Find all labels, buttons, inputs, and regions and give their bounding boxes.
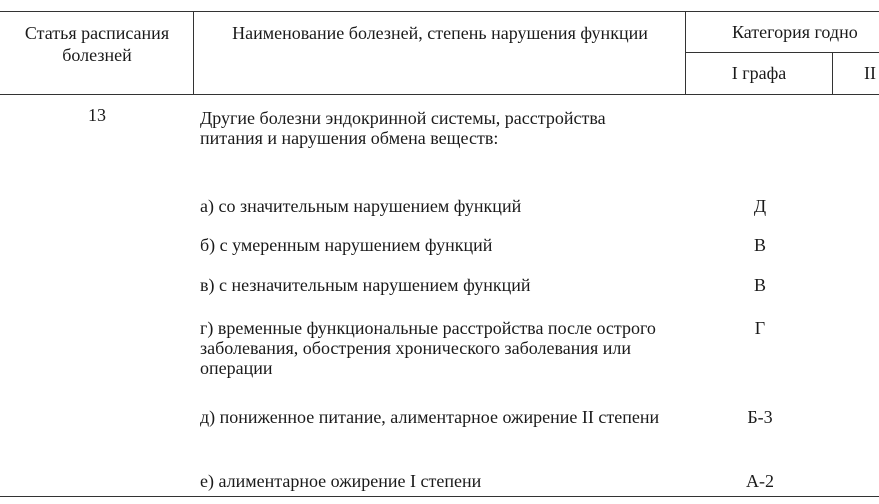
row-b-text: б) с умеренным нарушением функций (200, 235, 493, 255)
row-a-text: а) со значительным нарушением функций (200, 196, 522, 216)
header-bottom-rule (0, 94, 879, 95)
header-column-1: I графа (731, 63, 787, 83)
row-e-grade: Б-3 (747, 407, 773, 427)
row-f-text: е) алиментарное ожирение I степени (200, 471, 482, 491)
table-bottom-rule (0, 496, 879, 497)
row-c-grade: В (753, 275, 766, 295)
row-d-grade: Г (754, 318, 766, 338)
header-category-column: Категория годно (732, 22, 858, 42)
col-divider-3 (832, 52, 833, 95)
table-top-rule (0, 11, 879, 12)
header-name-column: Наименование болезней, степень нарушения функции (232, 23, 648, 43)
header-column-2: II (864, 63, 876, 83)
header-article-column: Статья расписания болезней (24, 23, 170, 65)
col-divider-1 (193, 11, 194, 95)
subheader-rule (685, 52, 879, 53)
article-number: 13 (88, 105, 106, 125)
row-f-grade: А-2 (746, 471, 774, 491)
row-a-grade: Д (753, 196, 767, 216)
row-d-text: г) временные функциональные расстройства после острого заболевания, обострения хронического заболевания или операции (200, 318, 656, 378)
row-c-text: в) с незначительным нарушением функций (200, 275, 531, 295)
row-e-text: д) пониженное питание, алиментарное ожирение II степени (200, 407, 660, 427)
article-title: Другие болезни эндокринной системы, расстройства питания и нарушения обмена веществ: (200, 108, 606, 148)
row-b-grade: В (753, 235, 766, 255)
